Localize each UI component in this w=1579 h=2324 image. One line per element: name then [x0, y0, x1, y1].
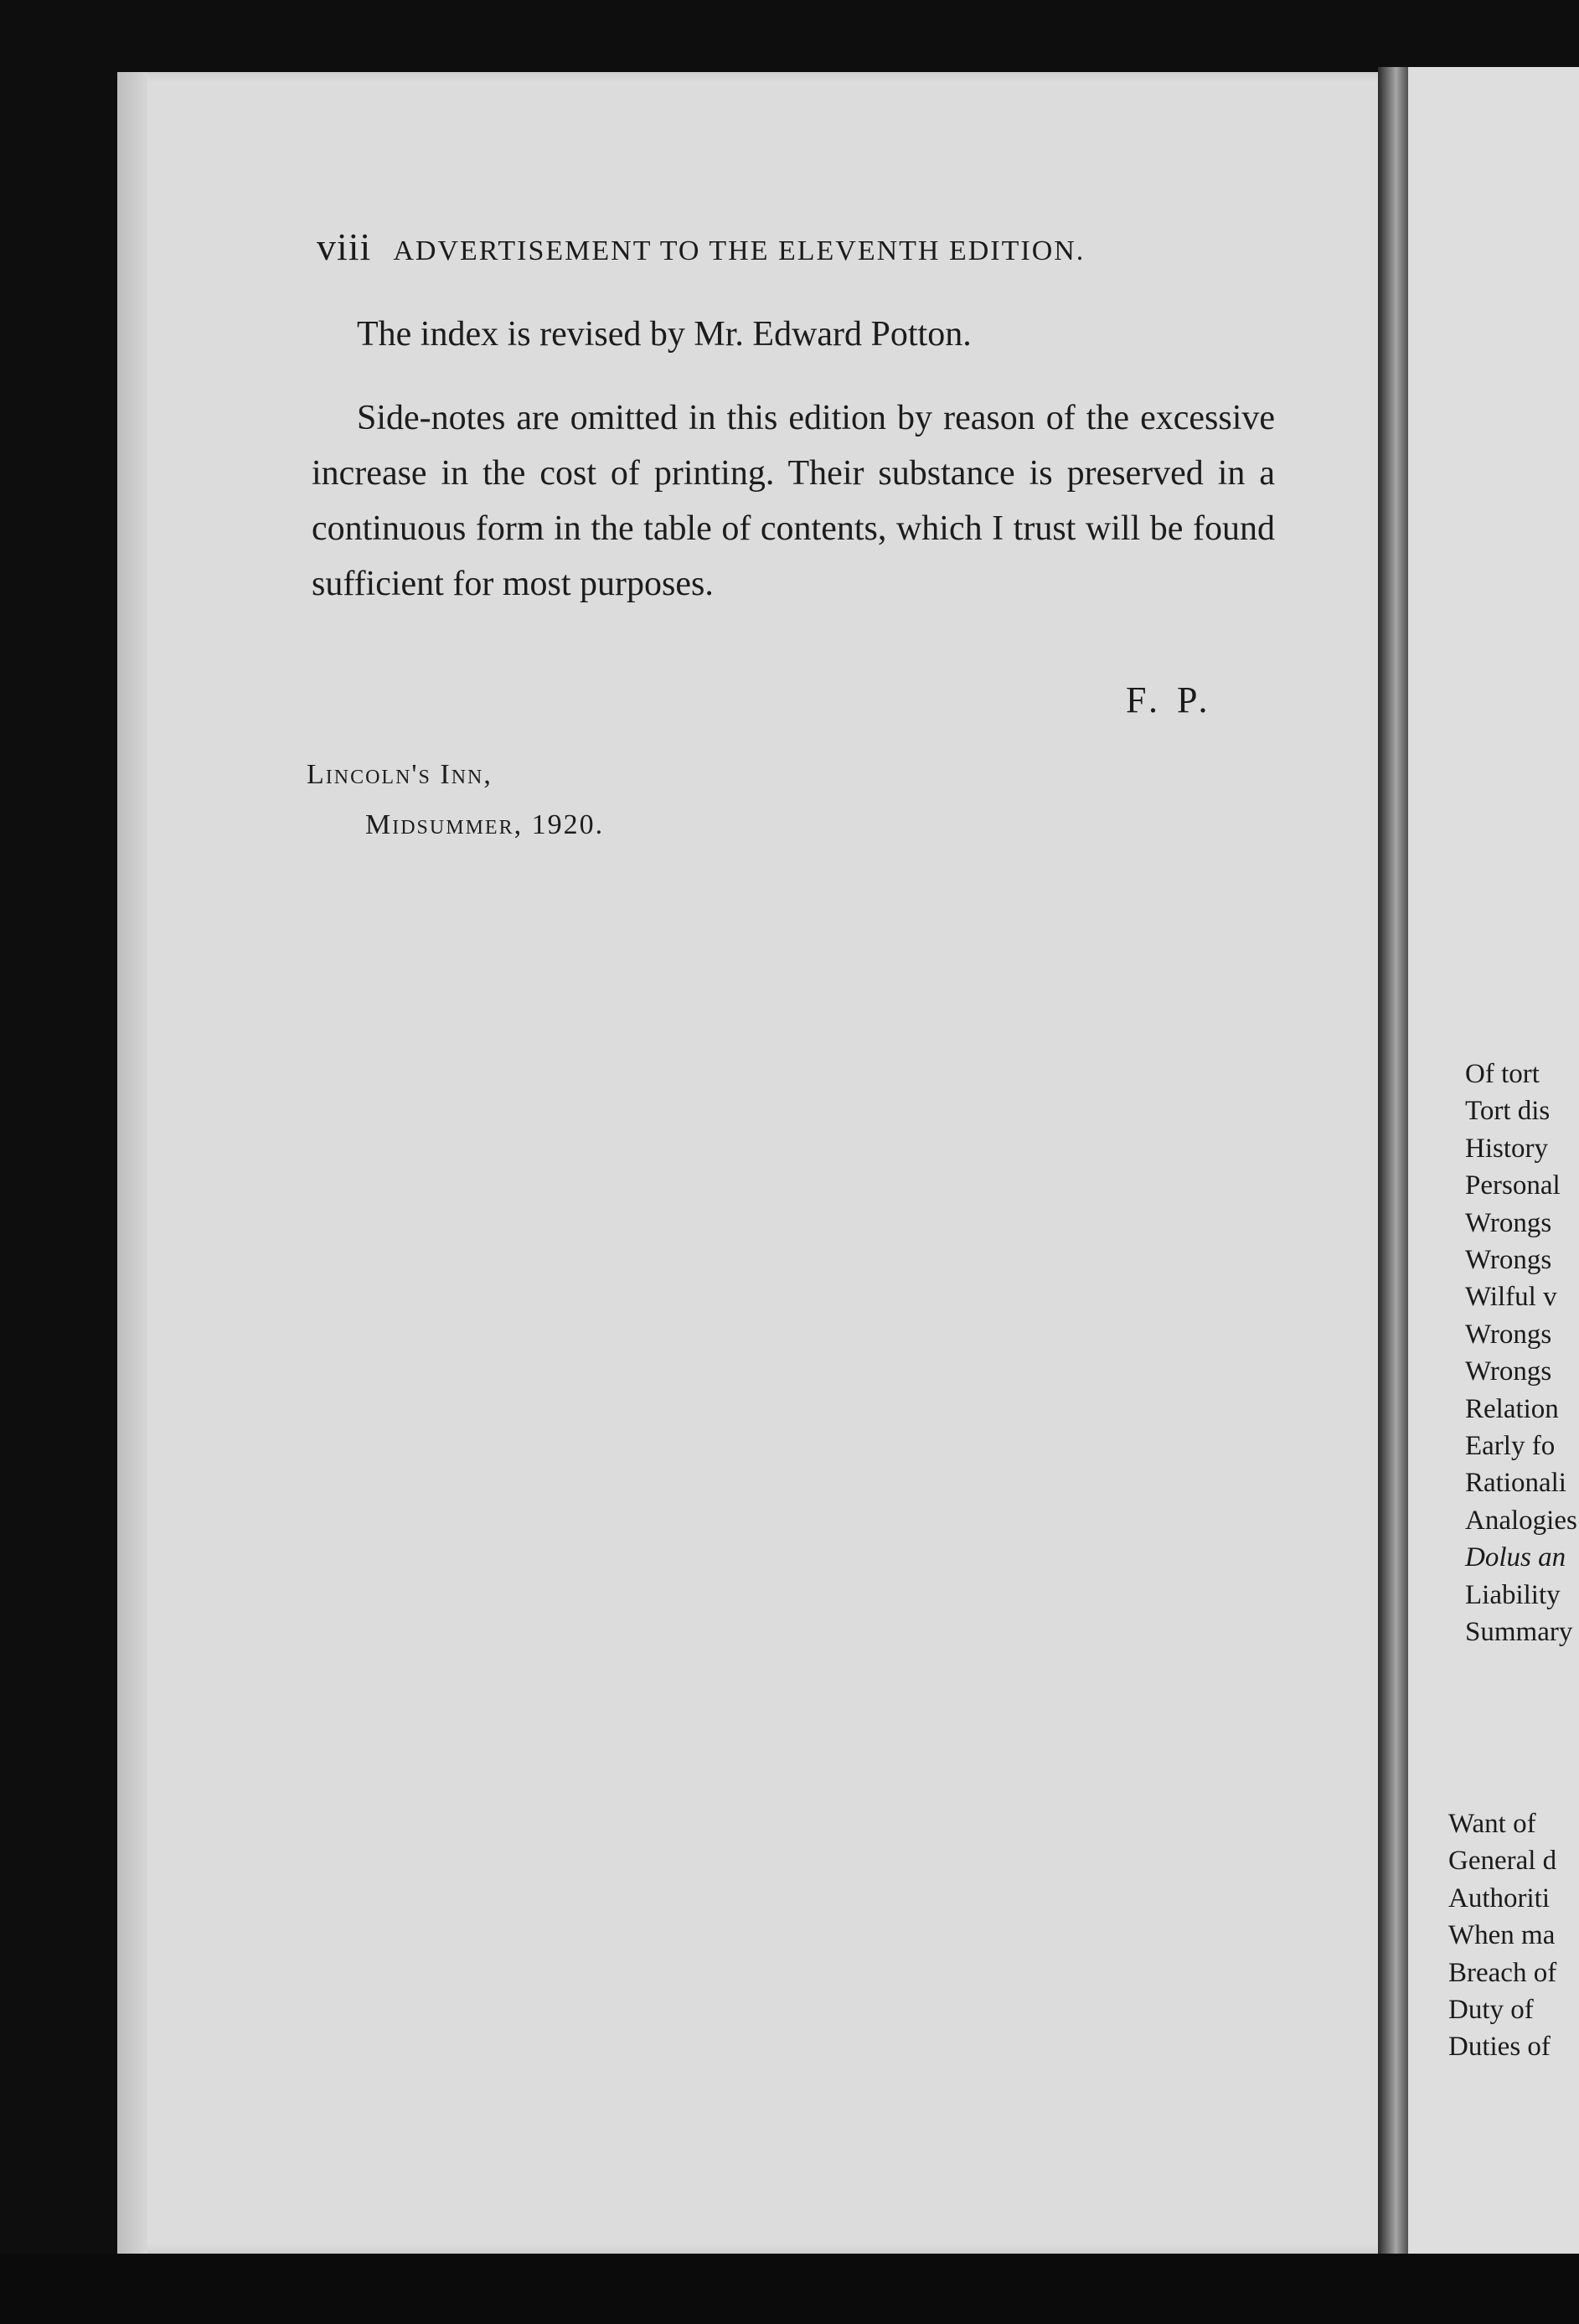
toc-line: Breach of — [1448, 1957, 1557, 1988]
toc-line: Summary — [1465, 1617, 1573, 1648]
toc-line: Wrongs — [1465, 1207, 1552, 1238]
toc-line: History — [1465, 1133, 1548, 1164]
paragraph-index: The index is revised by Mr. Edward Potton. — [357, 315, 972, 354]
book-gutter — [1378, 67, 1408, 2262]
toc-line: Tort dis — [1465, 1096, 1551, 1127]
toc-line: Analogies — [1465, 1505, 1577, 1536]
toc-line: Relation — [1465, 1393, 1559, 1424]
toc-line: Rationali — [1465, 1468, 1566, 1499]
paragraph-side-notes: Side-notes are omitted in this edition by reason of the excessive increase in the cost of printing. Their substance is preserved in a continuous form in the table of contents, which I trust will be found sufficient for most purposes. — [312, 399, 1275, 603]
page-number: viii — [317, 225, 372, 268]
toc-line: Dolus an — [1465, 1542, 1566, 1573]
toc-group-2 — [1408, 1805, 1579, 2066]
place-line: Lincoln's Inn, — [307, 759, 493, 790]
toc-line: Duties of — [1448, 2032, 1551, 2063]
toc-line: General d — [1448, 1846, 1557, 1877]
running-header — [317, 225, 1221, 269]
toc-line: Of tort — [1465, 1059, 1540, 1089]
scan-bottom-band — [0, 2254, 1579, 2324]
toc-group-1 — [1408, 1056, 1579, 1651]
toc-line: Duty of — [1448, 1995, 1534, 2026]
toc-line: Want of — [1448, 1809, 1536, 1839]
toc-line: Wrongs — [1465, 1319, 1552, 1350]
right-page — [1408, 67, 1579, 2266]
signature: F. P. — [1126, 679, 1213, 720]
page-edge — [117, 72, 147, 2254]
toc-line: Wrongs — [1465, 1356, 1552, 1387]
toc-line: Authoriti — [1448, 1882, 1550, 1913]
date-line: Midsummer, 1920. — [365, 809, 605, 840]
toc-line: Early fo — [1465, 1431, 1556, 1462]
toc-line: Wilful v — [1465, 1282, 1557, 1313]
toc-line: When ma — [1448, 1920, 1556, 1951]
toc-line: Wrongs — [1465, 1245, 1552, 1276]
running-head-title: ADVERTISEMENT TO THE ELEVENTH EDITION. — [393, 235, 1086, 266]
toc-line: Personal — [1465, 1170, 1561, 1201]
toc-line: Liability — [1465, 1579, 1561, 1610]
